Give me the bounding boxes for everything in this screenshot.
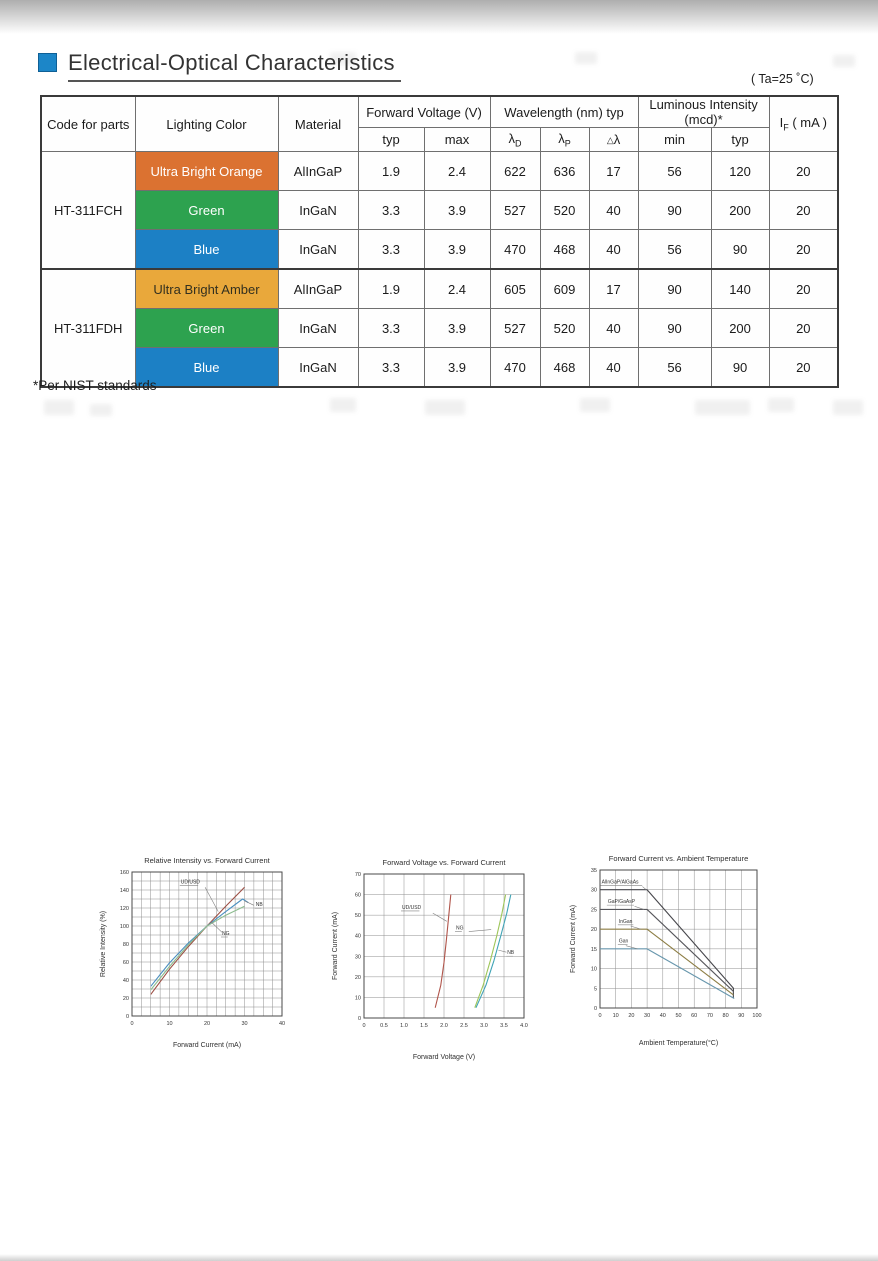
svg-text:Forward Voltage vs. Forward Cu: Forward Voltage vs. Forward Current bbox=[382, 858, 506, 867]
lighting-color-cell: Ultra Bright Amber bbox=[135, 269, 278, 309]
svg-text:60: 60 bbox=[691, 1013, 698, 1019]
svg-text:Forward Current (mA): Forward Current (mA) bbox=[172, 1042, 242, 1049]
value-cell-lambda-p: 609 bbox=[540, 269, 589, 309]
chart-ambient-temperature bbox=[566, 850, 781, 1055]
value-cell-vf-typ: 3.3 bbox=[358, 348, 424, 388]
value-cell-lambda-d: 622 bbox=[490, 152, 540, 191]
svg-text:5: 5 bbox=[593, 986, 597, 993]
col-header-forward-current: $I_F$ ( mA ) bbox=[769, 96, 838, 152]
svg-text:70: 70 bbox=[706, 1013, 713, 1019]
table-row bbox=[41, 191, 838, 230]
svg-text:60: 60 bbox=[354, 892, 361, 899]
svg-text:2.5: 2.5 bbox=[460, 1023, 468, 1029]
value-cell-vf-max: 3.9 bbox=[424, 191, 490, 230]
part-code-cell: HT-311FDH bbox=[41, 269, 135, 387]
scan-artifact bbox=[695, 400, 750, 415]
svg-text:GaP/GaAsP: GaP/GaAsP bbox=[607, 899, 636, 906]
value-cell-material: AlInGaP bbox=[278, 269, 358, 309]
svg-text:40: 40 bbox=[659, 1013, 666, 1019]
scan-artifact bbox=[44, 400, 74, 415]
svg-text:NG: NG bbox=[222, 931, 230, 937]
value-cell-li-min: 56 bbox=[638, 348, 711, 388]
svg-text:Gan: Gan bbox=[618, 938, 629, 945]
col-header-material: Material bbox=[278, 96, 358, 152]
svg-text:NB: NB bbox=[255, 902, 263, 909]
scan-artifact bbox=[768, 398, 794, 412]
value-cell-li-min: 90 bbox=[638, 309, 711, 348]
svg-text:AlInGaP/AlGaAs: AlInGaP/AlGaAs bbox=[601, 879, 639, 886]
svg-text:NB: NB bbox=[507, 950, 515, 957]
svg-text:90: 90 bbox=[738, 1013, 745, 1019]
value-cell-delta-lambda: 40 bbox=[589, 309, 638, 348]
value-cell-if-ma: 20 bbox=[769, 309, 838, 348]
svg-text:50: 50 bbox=[354, 913, 361, 920]
value-cell-if-ma: 20 bbox=[769, 269, 838, 309]
value-cell-li-typ: 200 bbox=[711, 309, 769, 348]
svg-text:1.5: 1.5 bbox=[420, 1023, 428, 1029]
svg-text:40: 40 bbox=[278, 1021, 286, 1027]
svg-text:0: 0 bbox=[130, 1021, 134, 1027]
value-cell-material: InGaN bbox=[278, 309, 358, 348]
table-body bbox=[41, 152, 838, 388]
lighting-color-cell: Blue bbox=[135, 230, 278, 270]
col-header-luminous-intensity: Luminous Intensity (mcd)* bbox=[638, 96, 769, 128]
table-row bbox=[41, 230, 838, 270]
svg-text:Relative Intensity (%): Relative Intensity (%) bbox=[100, 910, 107, 978]
svg-text:0: 0 bbox=[125, 1014, 129, 1020]
forward-current-vs-ambient-temperature-svg bbox=[566, 850, 781, 1050]
scan-artifact bbox=[580, 398, 610, 412]
value-cell-lambda-d: 527 bbox=[490, 191, 540, 230]
value-cell-if-ma: 20 bbox=[769, 230, 838, 270]
svg-text:1.0: 1.0 bbox=[400, 1023, 408, 1029]
svg-text:15: 15 bbox=[590, 946, 597, 953]
svg-text:100: 100 bbox=[752, 1013, 762, 1019]
page-title: Electrical-Optical Characteristics bbox=[68, 50, 401, 82]
subheader-li-typ: typ bbox=[711, 128, 769, 152]
value-cell-if-ma: 20 bbox=[769, 152, 838, 191]
svg-text:20: 20 bbox=[590, 927, 597, 934]
subheader-li-min: min bbox=[638, 128, 711, 152]
col-header-forward-voltage: Forward Voltage (V) bbox=[358, 96, 490, 128]
value-cell-li-min: 56 bbox=[638, 152, 711, 191]
scan-artifact bbox=[90, 404, 112, 416]
value-cell-vf-typ: 3.3 bbox=[358, 191, 424, 230]
value-cell-if-ma: 20 bbox=[769, 348, 838, 388]
chart-forward-voltage bbox=[328, 852, 540, 1069]
svg-text:UD/USD: UD/USD bbox=[402, 904, 422, 911]
value-cell-vf-typ: 1.9 bbox=[358, 152, 424, 191]
col-header-lighting-color: Lighting Color bbox=[135, 96, 278, 152]
svg-text:60: 60 bbox=[122, 960, 129, 966]
value-cell-vf-typ: 3.3 bbox=[358, 309, 424, 348]
value-cell-vf-typ: 1.9 bbox=[358, 269, 424, 309]
svg-text:0: 0 bbox=[598, 1013, 602, 1019]
svg-text:Forward Current (mA): Forward Current (mA) bbox=[570, 904, 577, 974]
relative-intensity-vs-forward-current-svg bbox=[96, 852, 296, 1052]
svg-text:UD/USD: UD/USD bbox=[180, 879, 200, 886]
svg-text:80: 80 bbox=[722, 1013, 729, 1019]
value-cell-if-ma: 20 bbox=[769, 191, 838, 230]
value-cell-lambda-p: 636 bbox=[540, 152, 589, 191]
svg-text:20: 20 bbox=[354, 974, 361, 981]
subheader-vf-max: max bbox=[424, 128, 490, 152]
lighting-color-cell: Ultra Bright Orange bbox=[135, 152, 278, 191]
series-nb bbox=[151, 899, 249, 986]
value-cell-vf-max: 2.4 bbox=[424, 269, 490, 309]
value-cell-delta-lambda: 17 bbox=[589, 152, 638, 191]
svg-text:Forward Current (mA): Forward Current (mA) bbox=[332, 911, 339, 981]
value-cell-li-min: 90 bbox=[638, 269, 711, 309]
value-cell-material: AlInGaP bbox=[278, 152, 358, 191]
value-cell-lambda-d: 605 bbox=[490, 269, 540, 309]
lighting-color-cell: Green bbox=[135, 309, 278, 348]
table-row bbox=[41, 269, 838, 309]
svg-text:0: 0 bbox=[357, 1016, 361, 1022]
value-cell-material: InGaN bbox=[278, 191, 358, 230]
value-cell-li-typ: 90 bbox=[711, 348, 769, 388]
forward-voltage-vs-forward-current-svg bbox=[328, 852, 540, 1064]
value-cell-lambda-p: 468 bbox=[540, 230, 589, 270]
table-row bbox=[41, 309, 838, 348]
value-cell-lambda-d: 470 bbox=[490, 348, 540, 388]
svg-text:160: 160 bbox=[119, 870, 129, 876]
value-cell-delta-lambda: 40 bbox=[589, 348, 638, 388]
svg-text:0.5: 0.5 bbox=[380, 1023, 388, 1029]
scan-artifact bbox=[330, 398, 356, 412]
value-cell-li-typ: 120 bbox=[711, 152, 769, 191]
value-cell-lambda-p: 520 bbox=[540, 309, 589, 348]
value-cell-material: InGaN bbox=[278, 348, 358, 388]
scan-artifact bbox=[425, 400, 465, 415]
svg-text:50: 50 bbox=[675, 1013, 682, 1019]
svg-text:20: 20 bbox=[203, 1021, 211, 1027]
svg-text:Relative Intensity vs. Forward: Relative Intensity vs. Forward Current bbox=[144, 856, 270, 865]
svg-text:30: 30 bbox=[644, 1013, 651, 1019]
lighting-color-cell: Green bbox=[135, 191, 278, 230]
svg-text:10: 10 bbox=[612, 1013, 619, 1019]
svg-text:0: 0 bbox=[593, 1006, 597, 1012]
value-cell-delta-lambda: 40 bbox=[589, 230, 638, 270]
svg-text:3.5: 3.5 bbox=[500, 1023, 508, 1029]
svg-text:80: 80 bbox=[122, 942, 129, 948]
value-cell-vf-max: 3.9 bbox=[424, 348, 490, 388]
svg-text:30: 30 bbox=[354, 954, 361, 961]
part-code-cell: HT-311FCH bbox=[41, 152, 135, 270]
scan-bottom-shade bbox=[0, 1254, 878, 1261]
value-cell-vf-max: 3.9 bbox=[424, 309, 490, 348]
value-cell-delta-lambda: 17 bbox=[589, 269, 638, 309]
svg-text:30: 30 bbox=[590, 887, 597, 894]
svg-text:0: 0 bbox=[362, 1023, 366, 1029]
nist-footnote: *Per NIST standards bbox=[33, 378, 157, 393]
chart-relative-intensity bbox=[96, 852, 296, 1057]
svg-text:40: 40 bbox=[354, 933, 361, 940]
value-cell-li-typ: 90 bbox=[711, 230, 769, 270]
svg-text:10: 10 bbox=[354, 995, 361, 1002]
svg-text:10: 10 bbox=[590, 966, 597, 973]
value-cell-vf-max: 3.9 bbox=[424, 230, 490, 270]
svg-text:30: 30 bbox=[241, 1021, 248, 1027]
temperature-condition-note: ( Ta=25 ˚C) bbox=[751, 72, 814, 86]
subheader-lambda-p: $\lambda_P$ bbox=[540, 128, 589, 152]
svg-text:70: 70 bbox=[354, 872, 361, 878]
svg-text:100: 100 bbox=[119, 924, 129, 930]
svg-text:3.0: 3.0 bbox=[480, 1023, 488, 1029]
blue-square-bullet-icon bbox=[38, 53, 57, 72]
svg-text:20: 20 bbox=[122, 996, 129, 1002]
svg-text:140: 140 bbox=[119, 888, 129, 894]
value-cell-li-min: 90 bbox=[638, 191, 711, 230]
value-cell-li-typ: 200 bbox=[711, 191, 769, 230]
col-header-code: Code for parts bbox=[41, 96, 135, 152]
svg-text:25: 25 bbox=[590, 907, 597, 914]
value-cell-lambda-d: 527 bbox=[490, 309, 540, 348]
characteristics-table bbox=[40, 95, 839, 388]
col-header-wavelength: Wavelength (nm) typ bbox=[490, 96, 638, 128]
table-row bbox=[41, 348, 838, 388]
lighting-color-cell: Blue bbox=[135, 348, 278, 388]
svg-text:InGan: InGan bbox=[618, 918, 633, 925]
value-cell-lambda-d: 470 bbox=[490, 230, 540, 270]
svg-text:120: 120 bbox=[119, 906, 129, 912]
value-cell-li-typ: 140 bbox=[711, 269, 769, 309]
svg-text:4.0: 4.0 bbox=[520, 1023, 528, 1029]
svg-text:NG: NG bbox=[456, 925, 464, 932]
scan-artifact bbox=[575, 52, 597, 64]
series-ud-usd bbox=[435, 895, 451, 1008]
series-ng bbox=[475, 895, 506, 1008]
subheader-delta-lambda: △λ bbox=[589, 128, 638, 152]
value-cell-lambda-p: 520 bbox=[540, 191, 589, 230]
value-cell-vf-typ: 3.3 bbox=[358, 230, 424, 270]
scan-top-shade bbox=[0, 0, 878, 34]
subheader-vf-typ: typ bbox=[358, 128, 424, 152]
value-cell-lambda-p: 468 bbox=[540, 348, 589, 388]
scan-artifact bbox=[833, 400, 863, 415]
svg-text:Ambient Temperature(°C): Ambient Temperature(°C) bbox=[638, 1040, 719, 1047]
value-cell-li-min: 56 bbox=[638, 230, 711, 270]
svg-text:40: 40 bbox=[122, 978, 129, 984]
table-row bbox=[41, 152, 838, 191]
svg-text:Forward Voltage (V): Forward Voltage (V) bbox=[412, 1054, 476, 1061]
value-cell-delta-lambda: 40 bbox=[589, 191, 638, 230]
subheader-lambda-d: $\lambda_D$ bbox=[490, 128, 540, 152]
svg-text:2.0: 2.0 bbox=[440, 1023, 448, 1029]
svg-text:10: 10 bbox=[166, 1021, 173, 1027]
svg-text:20: 20 bbox=[628, 1013, 635, 1019]
svg-text:Forward Current vs. Ambient T: Forward Current vs. Ambient Temperature bbox=[608, 854, 749, 863]
svg-text:35: 35 bbox=[590, 868, 597, 874]
value-cell-material: InGaN bbox=[278, 230, 358, 270]
scan-artifact bbox=[833, 55, 855, 67]
value-cell-vf-max: 2.4 bbox=[424, 152, 490, 191]
section-header bbox=[38, 50, 401, 82]
